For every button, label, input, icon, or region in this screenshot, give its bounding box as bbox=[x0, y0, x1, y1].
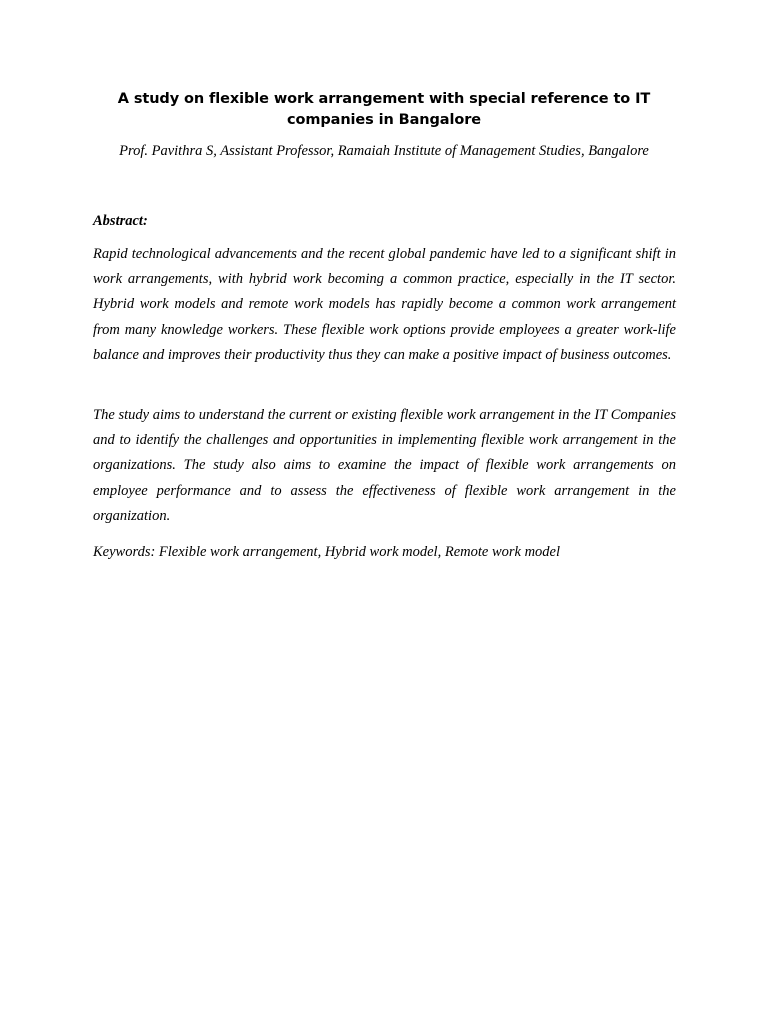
paper-title: A study on flexible work arrangement with special reference to IT companies in Bangalore bbox=[117, 91, 651, 128]
abstract-heading: Abstract: bbox=[93, 213, 148, 229]
abstract-paragraph-2: The study aims to understand the current or existing flexible work arrangement in the IT Companies and to identify the challenges and opportunities in implementing flexible work arrangement in the organizations. The study also aims to examine the impact of flexible work arrangements on employee performance and to assess the effectiveness of flexible work arrangement in the organization. bbox=[93, 407, 676, 524]
author-line: Prof. Pavithra S, Assistant Professor, Ramaiah Institute of Management Studies, Bangalore bbox=[119, 143, 649, 159]
abstract-paragraph-1: Rapid technological advancements and the recent global pandemic have led to a significant shift in work arrangements, with hybrid work becoming a common practice, especially in the IT sector. Hybrid work models and remote work models has rapidly become a common work arrangement from many knowledge workers. These flexible work options provide employees a greater work-life balance and improves their productivity thus they can make a positive impact of business outcomes. bbox=[93, 246, 676, 363]
keywords-line: Keywords: Flexible work arrangement, Hybrid work model, Remote work model bbox=[93, 544, 561, 560]
